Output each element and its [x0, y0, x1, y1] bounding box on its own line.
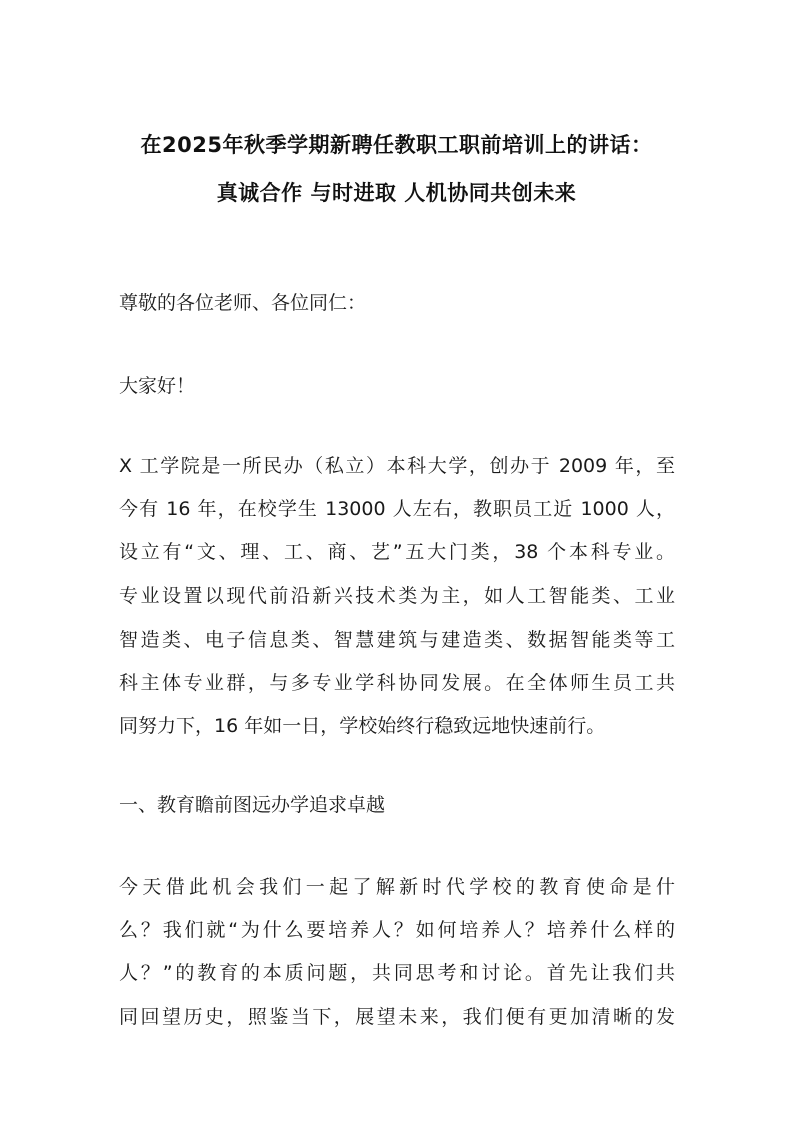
salutation: 尊敬的各位老师、各位同仁：: [119, 292, 367, 314]
paragraph-line: 同努力下，16 年如一日，学校始终行稳致远地快速前行。: [119, 715, 606, 737]
paragraph-line: 今天借此机会我们一起了解新时代学校的教育使命是什: [119, 876, 675, 898]
paragraph-line: 今有 16 年，在校学生 13000 人左右，教职员工近 1000 人，: [119, 498, 675, 520]
document-title-line-1: 在2025年秋季学期新聘任教职工职前培训上的讲话：: [140, 133, 653, 157]
greeting: 大家好！: [119, 375, 196, 397]
paragraph-line: 设立有“文、理、工、商、艺”五大门类，38 个本科专业。: [119, 541, 675, 563]
paragraph-line: 同回望历史，照鉴当下，展望未来，我们便有更加清晰的发: [119, 1006, 675, 1028]
paragraph-line: 科主体专业群，与多专业学科协同发展。在全体师生员工共: [119, 672, 675, 694]
paragraph-line: 专业设置以现代前沿新兴技术类为主，如人工智能类、工业: [119, 585, 675, 607]
paragraph-line: 么？我们就“为什么要培养人？如何培养人？培养什么样的: [119, 919, 675, 941]
paragraph-line: 人？”的教育的本质问题，共同思考和讨论。首先让我们共: [119, 962, 675, 984]
paragraph-line: 智造类、电子信息类、智慧建筑与建造类、数据智能类等工: [119, 629, 675, 651]
paragraph-line: X 工学院是一所民办（私立）本科大学，创办于 2009 年，至: [119, 455, 675, 477]
document-title-line-2: 真诚合作 与时进取 人机协同共创未来: [216, 181, 577, 205]
section-heading: 一、教育瞻前图远办学追求卓越: [119, 794, 386, 816]
